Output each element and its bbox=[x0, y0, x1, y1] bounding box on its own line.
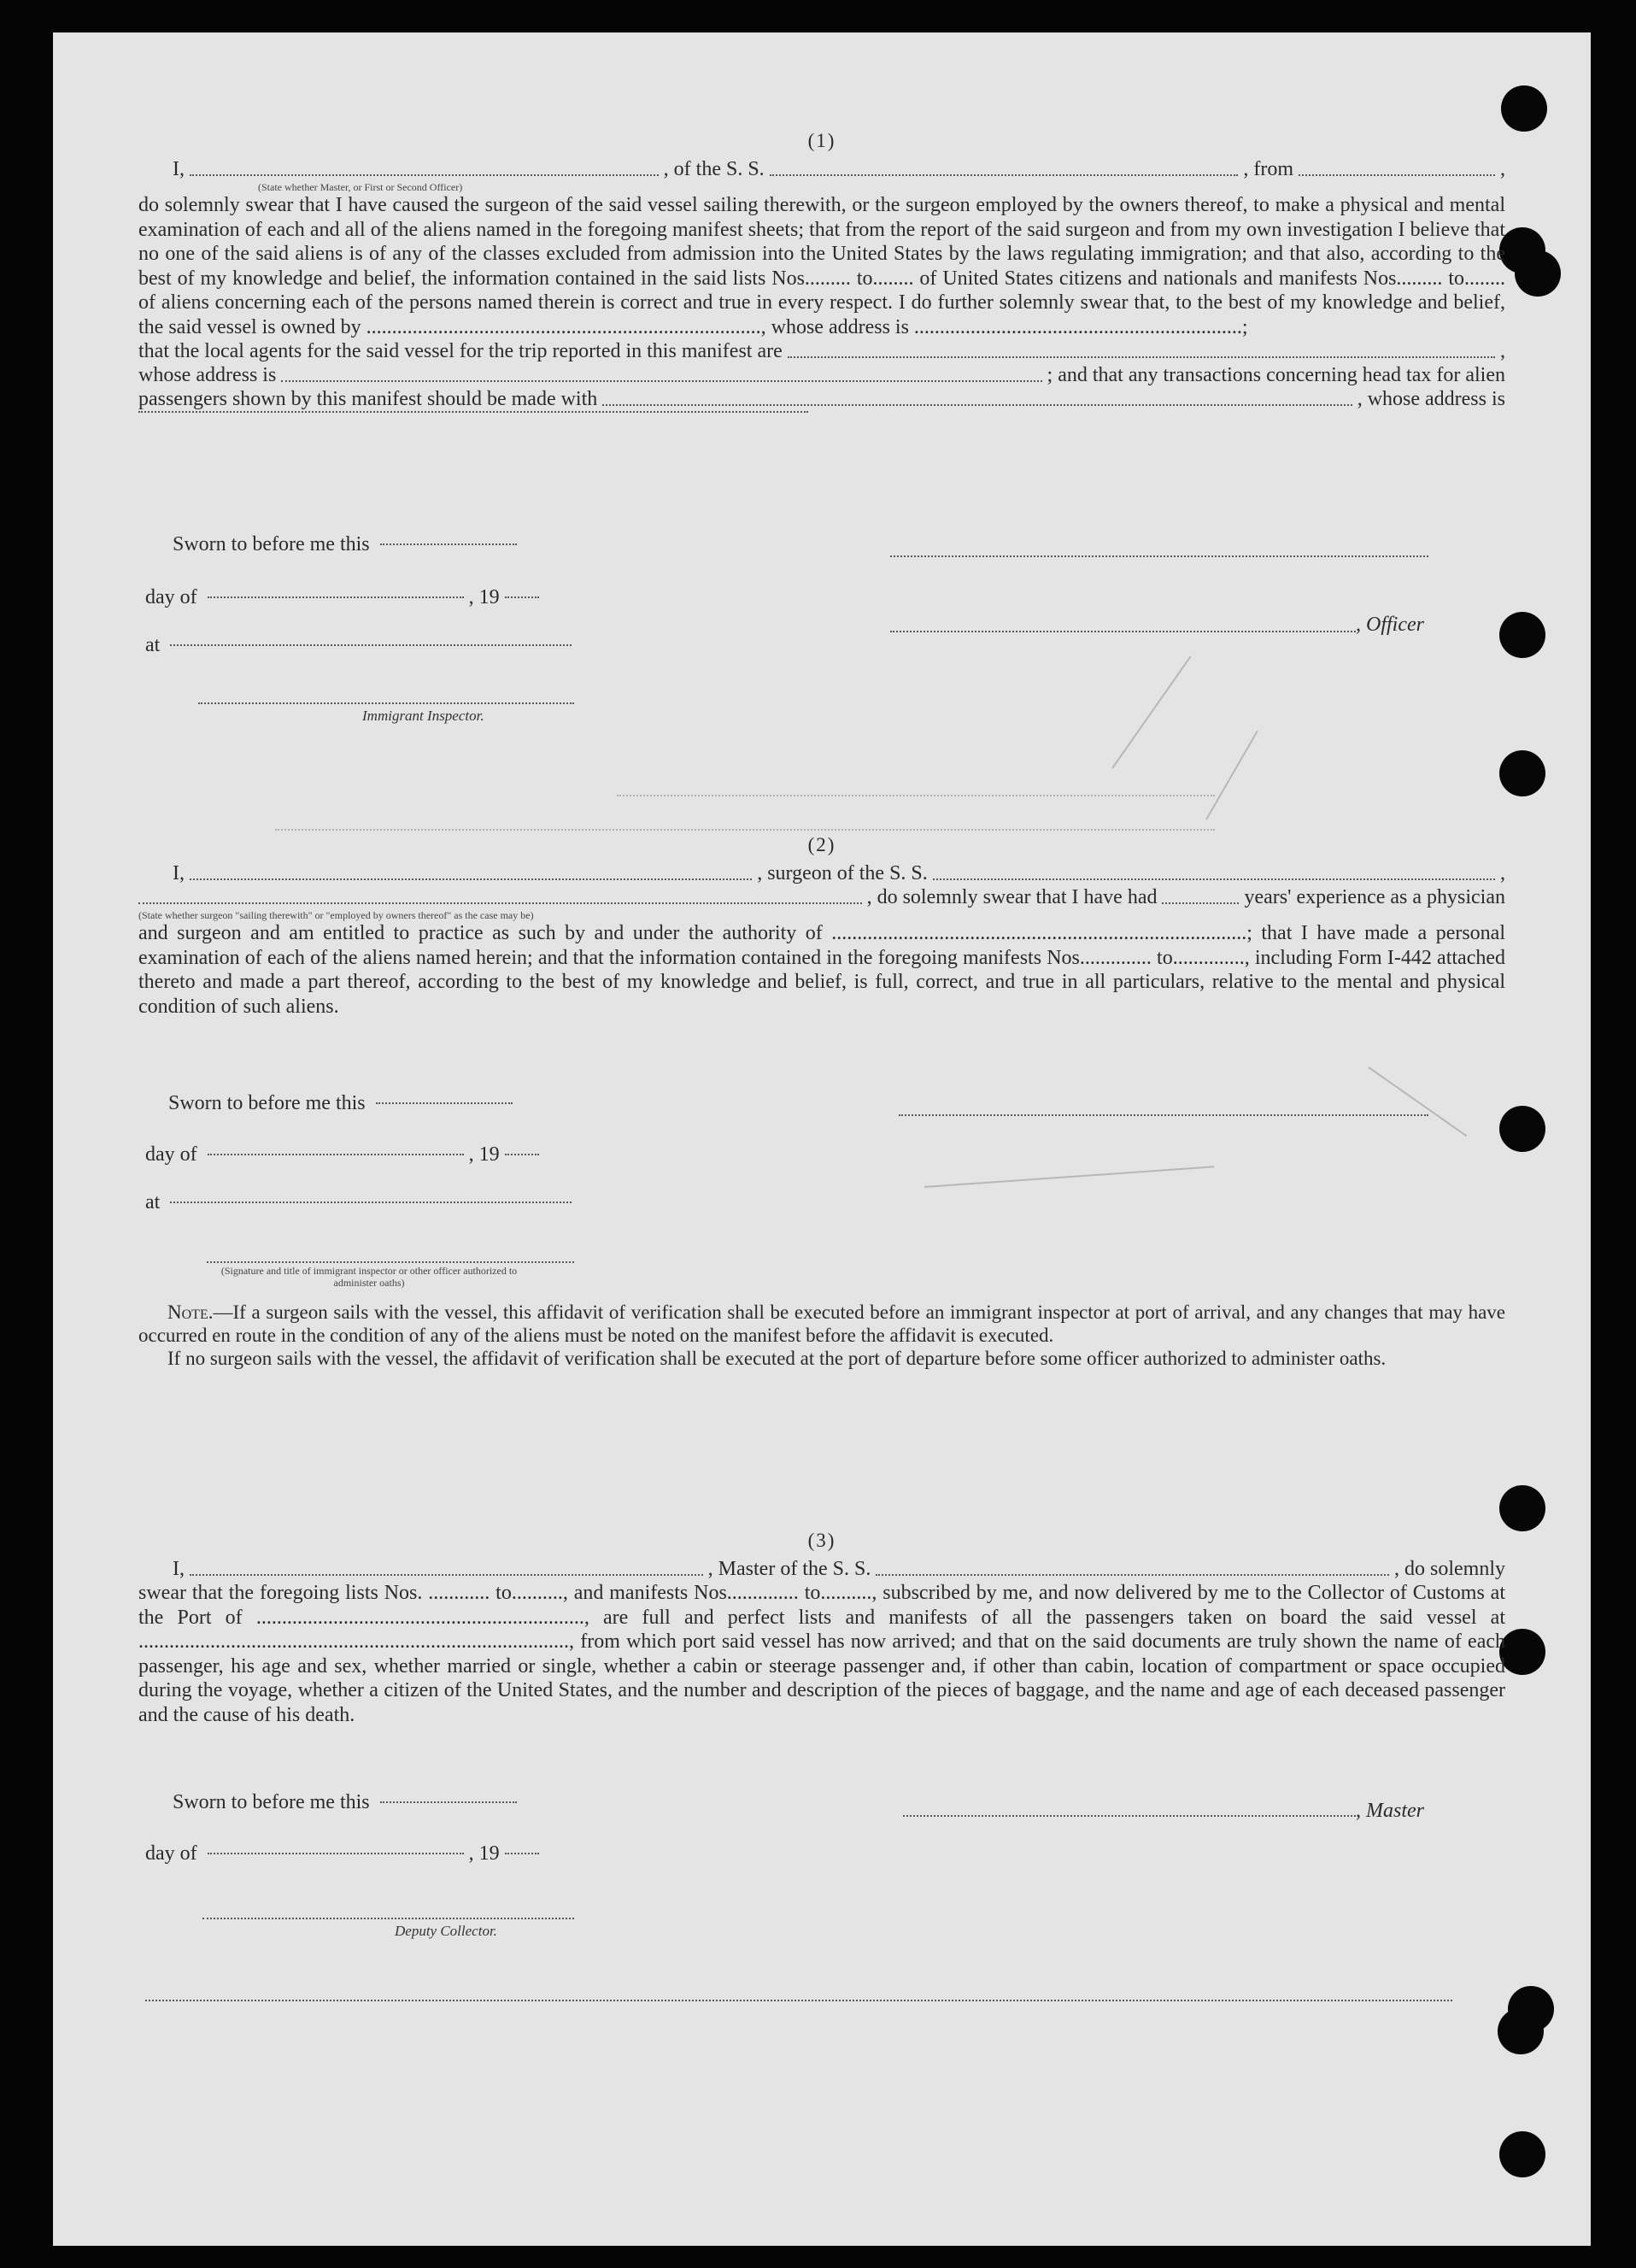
at-label: at bbox=[145, 1191, 161, 1213]
year-label: , 19 bbox=[468, 1842, 500, 1865]
handwriting-mark bbox=[924, 1166, 1214, 1188]
year-label: , 19 bbox=[468, 1143, 500, 1166]
day-of-field[interactable] bbox=[208, 1853, 464, 1854]
contact-address-field[interactable] bbox=[138, 411, 808, 413]
day-of-field[interactable] bbox=[208, 1154, 464, 1155]
punch-hole bbox=[1499, 612, 1545, 658]
note-label: Note. bbox=[167, 1301, 214, 1323]
section-1-body: do solemnly swear that I have caused the surgeon of the said vessel sailing therewith, or the surgeon employed by the owners thereof, to make a physical and mental examination of each and all of the aliens named in the foregoing manifest sheets; that from the report of the said surgeon and from my own investigation I believe that no one of the said aliens is of any of the classes excluded from admission into the United States by the laws regulating immigration; and that also, according to the best of my knowledge and belief, the information contained in the said lists Nos......... to........ of United States citizens and nationals and manifests Nos......... to........ of aliens concerning each of the persons named therein is correct and true in every respect. I do further solemnly swear that, to the best of my knowledge and belief, the said vessel is owned by ............................................................................., whose address is ................................................................; bbox=[138, 194, 1505, 338]
section-1-heading: (1) bbox=[807, 130, 836, 151]
whose-label: whose address is bbox=[138, 364, 277, 386]
bottom-rule bbox=[145, 2000, 1452, 2001]
master-signature-line[interactable] bbox=[903, 1815, 1356, 1817]
year-field[interactable] bbox=[505, 596, 539, 598]
officer-name-field[interactable] bbox=[190, 174, 659, 176]
passengers-label: passengers shown by this manifest should be made with bbox=[138, 388, 598, 410]
day-of-line-3 bbox=[145, 1842, 544, 1866]
section-2-notes bbox=[138, 1301, 1505, 1370]
signature-caption: (Signature and title of immigrant inspector or other officer authorized to administer oaths) bbox=[220, 1265, 518, 1289]
master-name-field[interactable] bbox=[190, 1574, 703, 1576]
at-field[interactable] bbox=[170, 644, 572, 646]
year-field[interactable] bbox=[505, 1154, 539, 1155]
day-of-label: day of bbox=[145, 586, 197, 608]
handwriting-mark bbox=[1205, 731, 1258, 820]
surgeon-type-field[interactable] bbox=[138, 902, 862, 904]
section-1-first-line bbox=[138, 157, 1505, 181]
year-label: , 19 bbox=[468, 586, 500, 608]
sworn-line-3 bbox=[173, 1791, 522, 1814]
authorized-officer-signature-line[interactable] bbox=[207, 1261, 574, 1263]
master-prefix: I, bbox=[173, 1558, 185, 1580]
section-3-body: swear that the foregoing lists Nos. ............ to.........., and manifests Nos.............. to.........., subscribed by me, and now delivered by me to the Collector of Customs at the Port of ................................................................, are full and perfect lists and manifests of all the passengers taken on board the said vessel at ...................................................................................., from which port said vessel has now arrived; and that on the said documents are truly shown the name of each passenger, his age and sex, whether married or single, whether a cabin or steerage passenger and, if other than cabin, location of compartment or space occupied during the voyage, whether a citizen of the United States, and the number and description of the pieces of baggage, and the name and age of each deceased passenger and the cause of his death. bbox=[138, 1582, 1505, 1726]
section-3 bbox=[138, 1530, 1505, 1727]
passengers-line bbox=[138, 387, 1505, 411]
handwriting-mark bbox=[1368, 1066, 1467, 1137]
master-of-ss-label: , Master of the S. S. bbox=[707, 1558, 871, 1580]
day-of-field[interactable] bbox=[208, 596, 464, 598]
section-3-first-line bbox=[138, 1557, 1505, 1581]
officer-signature-line-1[interactable] bbox=[890, 555, 1428, 557]
address-line bbox=[138, 411, 813, 418]
surgeon-caption: (State whether surgeon "sailing therewith" or "employed by owners thereof" as the case may be) bbox=[138, 909, 534, 921]
punch-hole bbox=[1499, 1485, 1545, 1531]
section-2 bbox=[138, 834, 1505, 1019]
day-of-line-1 bbox=[145, 586, 544, 609]
surgeon-name-field[interactable] bbox=[190, 878, 752, 880]
at-line-1 bbox=[145, 634, 577, 657]
years-label: years' experience as a physician bbox=[1244, 886, 1505, 908]
sworn-date-field[interactable] bbox=[376, 1102, 513, 1104]
deputy-collector-caption: Deputy Collector. bbox=[395, 1923, 497, 1939]
swear-label: , do solemnly swear that I have had bbox=[866, 886, 1158, 908]
inspector-signature-line[interactable] bbox=[198, 702, 574, 704]
day-of-line-2 bbox=[145, 1143, 544, 1166]
surgeon-signature-line[interactable] bbox=[899, 1114, 1428, 1116]
section-1 bbox=[138, 130, 1505, 418]
punch-hole bbox=[1499, 750, 1545, 796]
section-2-first-line bbox=[138, 861, 1505, 885]
faint-line bbox=[275, 829, 1215, 831]
punch-hole bbox=[1498, 2008, 1544, 2054]
section-2-body: and surgeon and am entitled to practice as such by and under the authority of .................................................................................; that I have made a personal examination of each of the aliens named herein; and that the information contained in the foregoing manifests Nos.............. to.............., including Form I-442 attached thereto and made a part thereof, according to the best of my knowledge and belief, is full, correct, and true in all particulars, relative to the mental and physical condition of such aliens. bbox=[138, 922, 1505, 1018]
vessel-name-field[interactable] bbox=[770, 174, 1239, 176]
officer-caption: (State whether Master, or First or Second Officer) bbox=[258, 181, 463, 193]
at-line-2 bbox=[145, 1191, 577, 1214]
at-label: at bbox=[145, 634, 161, 656]
surgeon-prefix: I, bbox=[173, 862, 185, 884]
year-field[interactable] bbox=[505, 1853, 539, 1854]
surgeon-vessel-field[interactable] bbox=[933, 878, 1495, 880]
note-2: If no surgeon sails with the vessel, the affidavit of verification shall be executed at the port of departure before some officer authorized to administer oaths. bbox=[167, 1348, 1387, 1369]
agents-label: that the local agents for the said vessel for the trip reported in this manifest are bbox=[138, 340, 783, 362]
section-2-second-line bbox=[138, 885, 1505, 909]
section-2-heading: (2) bbox=[807, 834, 836, 855]
agents-line: that the local agents for the said vessel for the trip reported in this manifest are , bbox=[138, 340, 1505, 362]
years-field[interactable] bbox=[1162, 902, 1239, 904]
day-of-label: day of bbox=[145, 1143, 197, 1166]
line-end: , bbox=[1500, 862, 1505, 884]
agents-address-field[interactable] bbox=[281, 380, 1041, 382]
officer-signature-line-2[interactable] bbox=[890, 631, 1356, 632]
surgeon-of-ss-label: , surgeon of the S. S. bbox=[757, 862, 928, 884]
sworn-line-2 bbox=[168, 1092, 518, 1115]
note-1-text: —If a surgeon sails with the vessel, this affidavit of verification shall be executed before an immigrant inspector at port of arrival, and any changes that may have occurred en route in the condition of any of the aliens must be noted on the manifest before the affidavit is executed. bbox=[138, 1301, 1505, 1346]
sworn-line-1 bbox=[173, 533, 522, 556]
day-of-label: day of bbox=[145, 1842, 197, 1865]
of-ss-label: , of the S. S. bbox=[663, 158, 765, 180]
handwriting-mark bbox=[1111, 655, 1191, 768]
sworn-label: Sworn to before me this bbox=[168, 1092, 366, 1114]
at-field[interactable] bbox=[170, 1202, 572, 1203]
inspector-caption: Immigrant Inspector. bbox=[362, 708, 484, 724]
sworn-date-field[interactable] bbox=[380, 1801, 517, 1803]
deputy-collector-signature-line[interactable] bbox=[202, 1918, 574, 1919]
from-port-field[interactable] bbox=[1299, 174, 1495, 176]
note-1 bbox=[138, 1301, 1505, 1347]
line-end: , bbox=[1500, 158, 1506, 180]
section-3-heading: (3) bbox=[807, 1530, 836, 1551]
affiant-prefix: I, bbox=[173, 158, 185, 180]
agents-field[interactable] bbox=[788, 356, 1495, 358]
officer-caption-label: , Officer bbox=[1356, 614, 1424, 636]
punch-hole bbox=[1499, 1106, 1545, 1152]
head-tax-label: ; and that any transactions concerning head tax for alien bbox=[1047, 364, 1505, 386]
sworn-date-field[interactable] bbox=[380, 543, 517, 545]
punch-hole bbox=[1515, 250, 1561, 297]
master-vessel-field[interactable] bbox=[876, 1574, 1389, 1576]
do-solemnly-label: , do solemnly bbox=[1394, 1558, 1505, 1580]
master-caption: , Master bbox=[1356, 1800, 1424, 1822]
sworn-label: Sworn to before me this bbox=[173, 1791, 370, 1813]
punch-hole bbox=[1499, 1629, 1545, 1675]
sworn-label: Sworn to before me this bbox=[173, 533, 370, 555]
punch-hole bbox=[1499, 2131, 1545, 2177]
form-page bbox=[53, 32, 1591, 2246]
whose-line bbox=[138, 363, 1505, 387]
from-label: , from bbox=[1243, 158, 1294, 180]
whose-address-label: , whose address is bbox=[1357, 388, 1505, 410]
punch-hole bbox=[1501, 85, 1547, 132]
head-tax-contact-field[interactable] bbox=[602, 404, 1352, 406]
faint-line bbox=[617, 795, 1215, 796]
